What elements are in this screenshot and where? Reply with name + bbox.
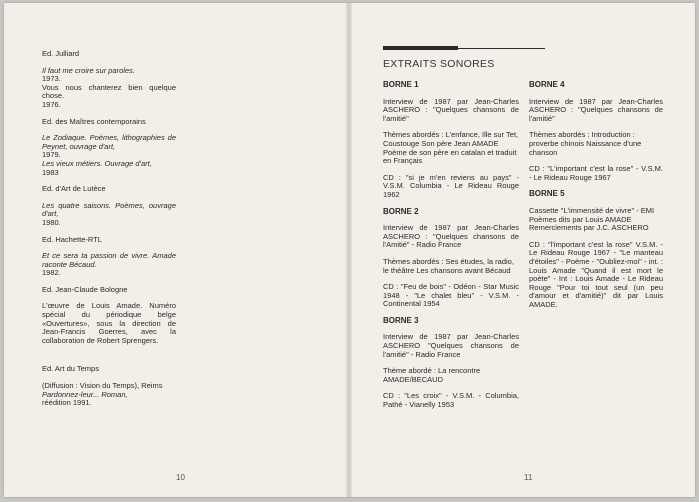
borne-title: BORNE 1 [383,80,419,89]
left-page [4,3,348,497]
borne-2 [383,208,519,309]
borne-paragraph: CD : "L'important c'est la rose" - V.S.M. - Le Rideau Rouge 1967 [529,164,663,182]
book-spread [4,3,695,497]
bornes-column-2 [529,81,663,317]
section-heading: EXTRAITS SONORES [383,58,495,70]
entry-art-du-temps: (Diffusion : Vision du Temps), Reims Pardonnez-leur... Roman, réédition 1991. [42,381,163,408]
bibliography-column [42,50,176,416]
publisher-lutece: Ed. d'Art de Lutèce [42,184,106,194]
borne-title: BORNE 3 [383,315,419,325]
borne-paragraph: CD : "Les croix" - V.S.M. - Columbia, Pathé - Vianelly 1953 [383,391,519,410]
borne-paragraph: Thèmes abordés : L'enfance, Ille sur Tet, Coustouge Son père Jean AMADE Poème de son père en catalan et traduit en Français [383,130,519,166]
borne-paragraph: Cassette "L'immensité de vivre" - EMI Poèmes dits par Louis AMADE Remerciements par J.C. ASCHERO [529,205,655,233]
borne-title: BORNE 4 [529,80,565,89]
entry-maitres: Le Zodiaque. Poèmes, lithographies de Peynet, ouvrage d'art, 1979. Les vieux métiers. Ouvrage d'art, 1983 [42,133,176,177]
page-number-right: 11 [524,473,533,482]
borne-paragraph: Interview de 1987 par Jean-Charles ASCHERO : "Quelques chansons de l'amitié" [529,96,663,123]
entry-bologne: L'œuvre de Louis Amade. Numéro spécial du périodique belge «Ouvertures», sous la direction de Jean-Francis Goerres, avec la collaboration de Robert Sprengers. [42,301,176,345]
book-title: Il faut me croire sur paroles. [42,65,135,75]
borne-title: BORNE 5 [529,189,565,199]
borne-title: BORNE 2 [383,206,419,216]
borne-paragraph: Thèmes abordés : Ses études, la radio, le théâtre Les chansons avant Bécaud [383,256,514,275]
page-number-left: 10 [176,473,185,482]
heading-rule-thick [383,46,458,50]
publisher-bologne: Ed. Jean-Claude Bologne [42,284,128,294]
borne-paragraph: Thème abordé : La rencontre AMADE/BECAUD [383,366,481,384]
borne-paragraph: CD : "l'important c'est la rose" V.S.M. - Le Rideau Rouge 1967 - "Le manteau d'étoiles" - Poème - "Oubliez-moi" - int. : Louis Amade "Quand il est mort le poète" - Int : Louis Amade - Le Rideau Rouge "Pour toi tout seul (un peu d'amour et d'amitié)" dit par Louis AMADE. [529,239,663,309]
publisher-maitres: Ed. des Maîtres contemporains [42,116,146,126]
borne-5 [529,190,663,309]
publisher-hachette: Ed. Hachette-RTL [42,234,102,244]
bornes-column-1 [383,81,519,418]
borne-paragraph: CD : "si je m'en reviens au pays" - V.S.M. Columbia - Le Rideau Rouge 1962 [383,172,519,199]
borne-paragraph: Interview de 1987 par Jean-Charles ASCHERO : "Quelques chansons de l'amitié" [383,96,519,123]
borne-paragraph: Thèmes abordés : Introduction : proverbe chinois Naissance d'une chanson [529,130,642,157]
borne-paragraph: Interview de 1987 par Jean-Charles ASCHERO "Quelques chansons de l'amitié" - Radio France [383,332,519,359]
borne-paragraph: Interview de 1987 par Jean-Charles ASCHERO : "Quelques chansons de l'Amitié" - Radio France [383,223,519,250]
heading-rule-thin [458,48,545,49]
publisher-art-du-temps: Ed. Art du Temps [42,364,99,374]
borne-3 [383,317,519,410]
publisher-julliard: Ed. Julliard [42,49,80,58]
entry-hachette: Et ce sera ta passion de vivre. Amade raconte Bécaud. 1982. [42,251,176,278]
borne-1 [383,81,519,200]
right-page [350,3,695,497]
borne-4 [529,81,663,182]
entry-julliard: Il faut me croire sur paroles. 1973. Vous nous chanterez bien quelque chose. 1976. [42,65,176,109]
entry-lutece: Les quatre saisons. Poèmes, ouvrage d'art, 1980. [42,200,176,227]
borne-paragraph: CD : "Feu de bois" - Odéon - Star Music 1948 - "Le chalet bleu" - V.S.M. - Continental 1954 [383,282,519,309]
